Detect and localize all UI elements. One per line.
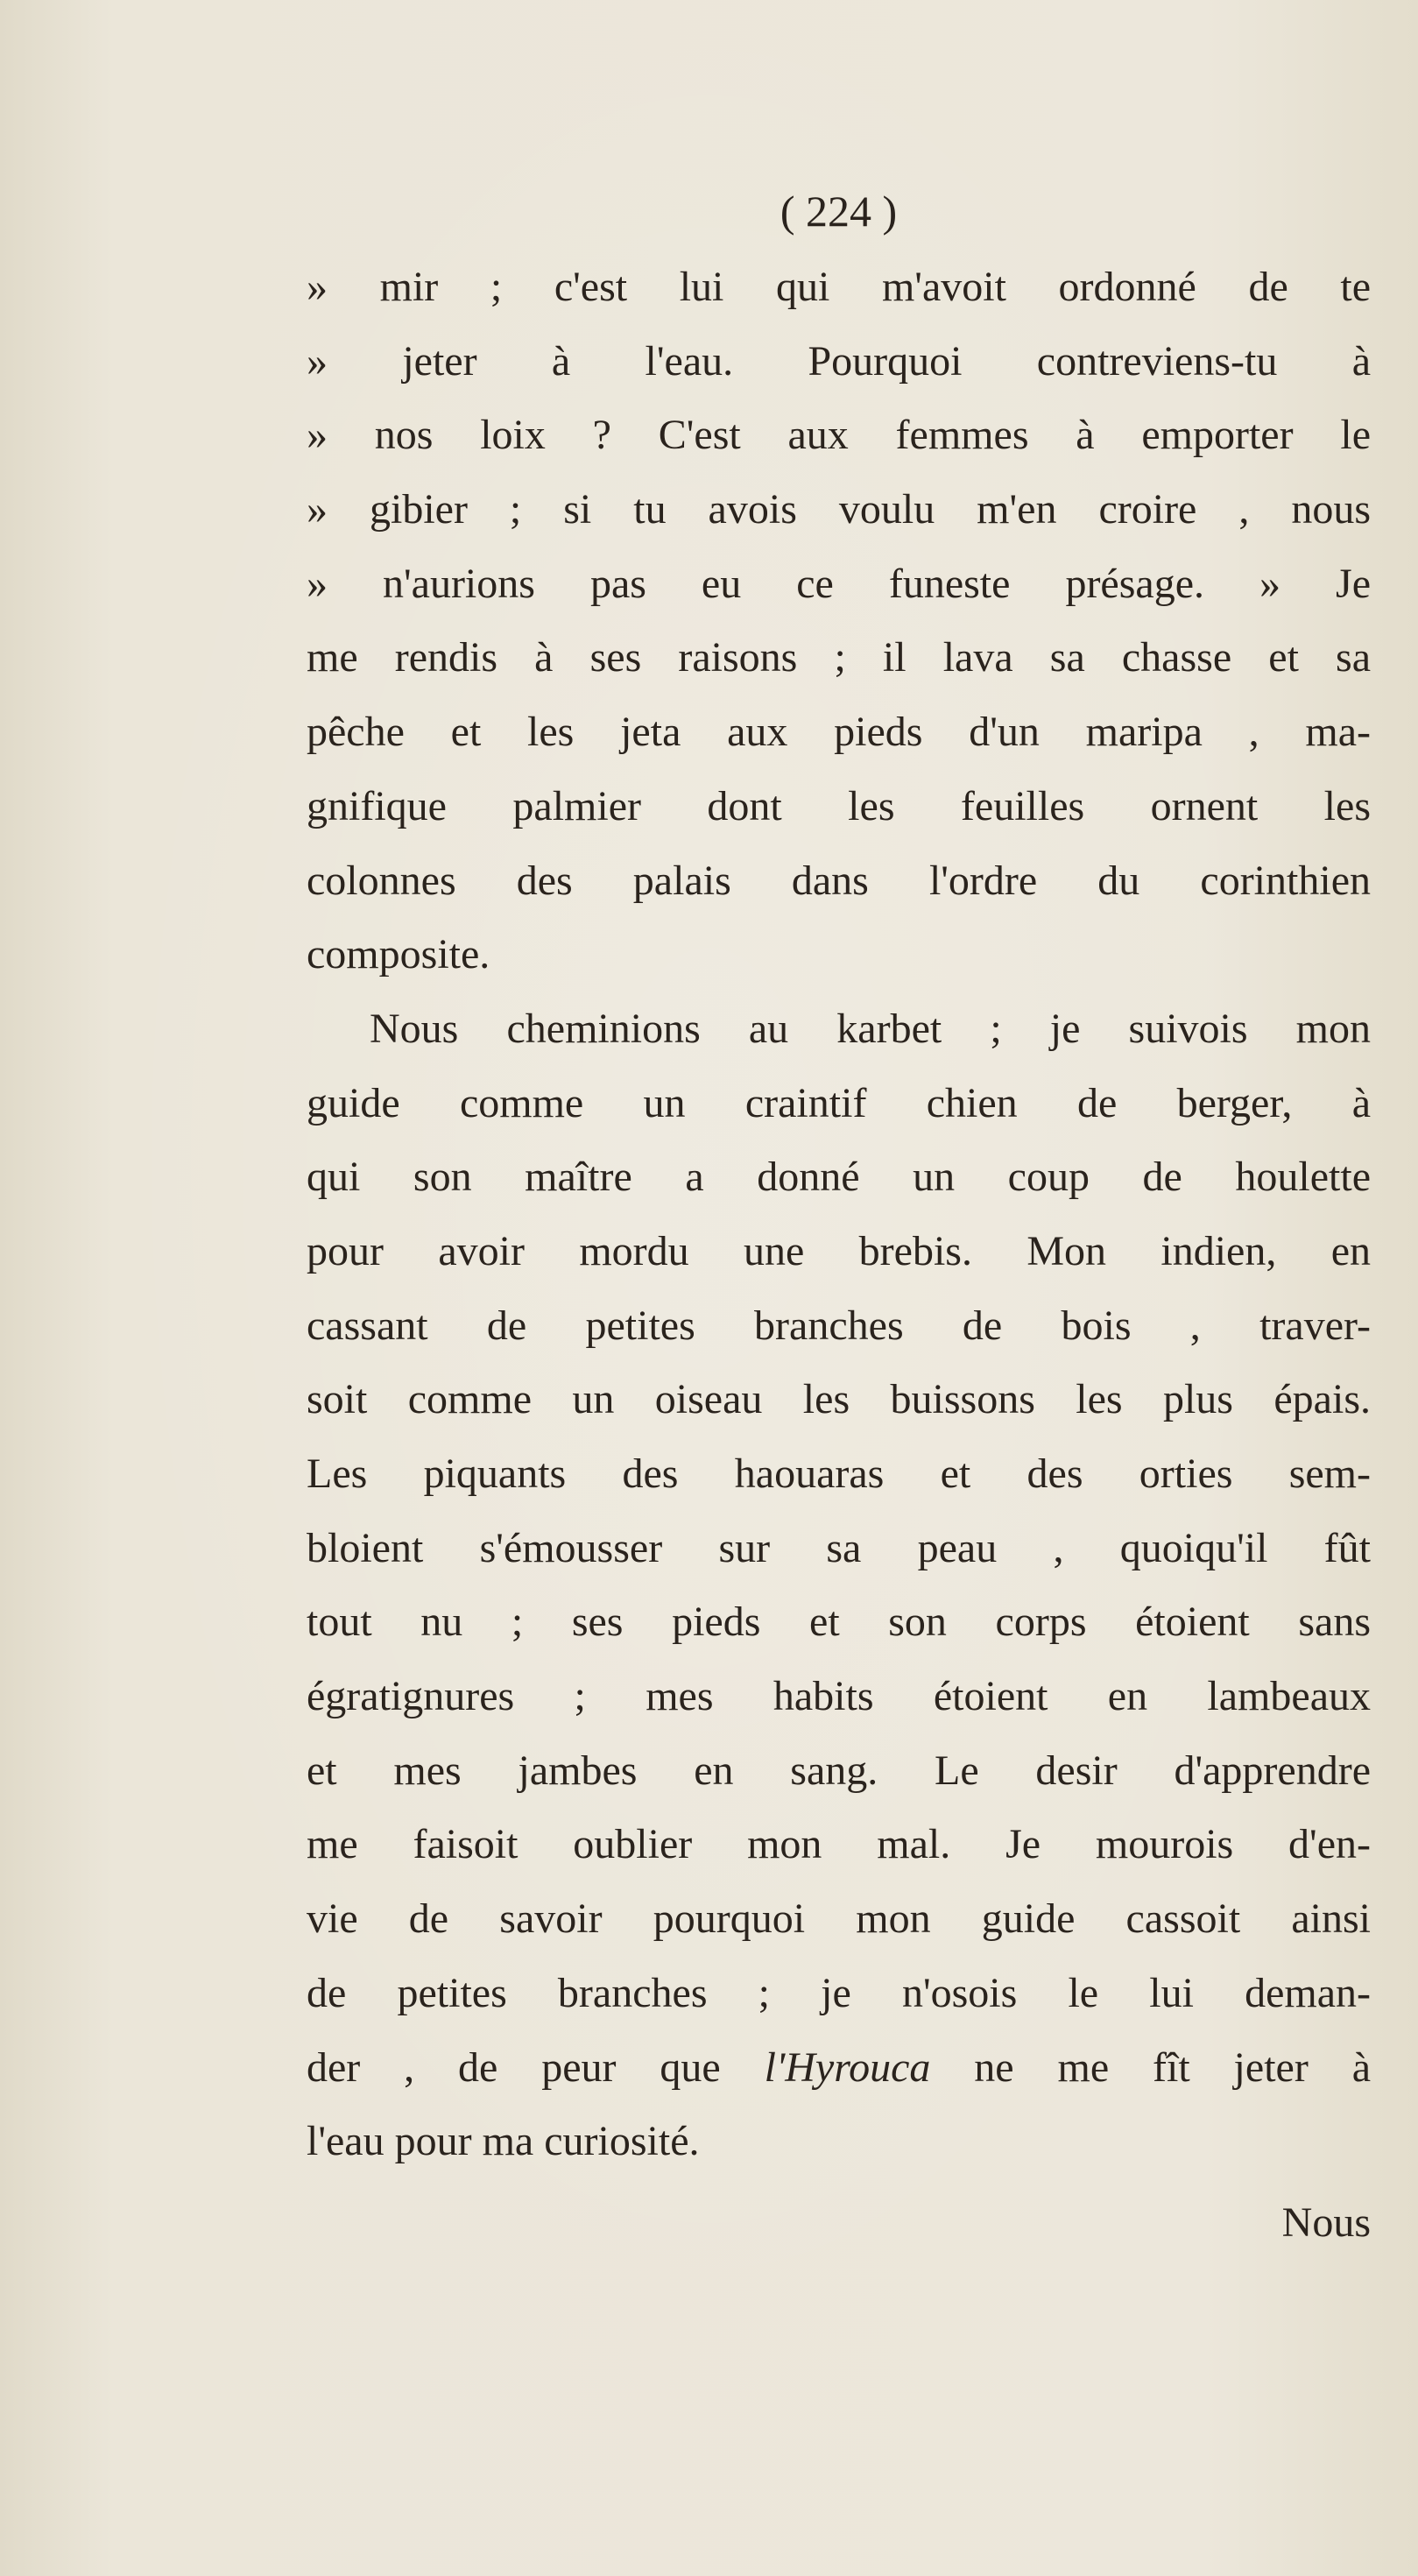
text-line: l'eau pour ma curiosité. — [307, 2118, 700, 2165]
text-line: qui son maître a donné un coup de houlette — [307, 1154, 1371, 1201]
text-line: égratignures ; mes habits étoient en lambeaux — [307, 1673, 1371, 1720]
text-line: » jeter à l'eau. Pourquoi contreviens-tu à — [307, 337, 1371, 385]
text-line: cassant de petites branches de bois , traver- — [307, 1302, 1371, 1349]
text-line: pêche et les jeta aux pieds d'un maripa , ma- — [307, 709, 1371, 756]
text-segment: ne me fît jeter à — [930, 2043, 1371, 2091]
text-line: guide comme un craintif chien de berger, à — [307, 1079, 1371, 1126]
text-line: tout nu ; ses pieds et son corps étoient sans — [307, 1599, 1371, 1646]
text-line: » n'aurions pas eu ce funeste présage. » Je — [307, 560, 1371, 607]
page-number: ( 224 ) — [780, 187, 898, 236]
text-line: » nos loix ? C'est aux femmes à emporter le — [307, 412, 1371, 459]
text-line: colonnes des palais dans l'ordre du corinthien — [307, 857, 1371, 904]
italic-name: l'Hyrouca — [764, 2043, 931, 2091]
text-line: bloient s'émousser sur sa peau , quoiqu'il fût — [307, 1524, 1371, 1571]
catchword: Nous — [1281, 2198, 1371, 2246]
text-line: » mir ; c'est lui qui m'avoit ordonné de te — [307, 264, 1371, 310]
text-line: de petites branches ; je n'osois le lui deman- — [307, 1969, 1371, 2016]
text-segment: der , de peur que — [307, 2043, 765, 2091]
text-line: » gibier ; si tu avois voulu m'en croire , nous — [307, 486, 1371, 533]
text-line: me rendis à ses raisons ; il lava sa chasse et sa — [307, 634, 1371, 681]
text-line: pour avoir mordu une brebis. Mon indien, en — [307, 1227, 1371, 1274]
text-line: composite. — [307, 931, 490, 978]
text-line — [307, 2031, 1371, 2106]
text-line: soit comme un oiseau les buissons les plus épais. — [307, 1376, 1371, 1423]
text-line: gnifique palmier dont les feuilles ornent les — [307, 782, 1371, 829]
text-line: vie de savoir pourquoi mon guide cassoit ainsi — [307, 1895, 1371, 1943]
page-text — [307, 172, 1371, 2261]
text-line: me faisoit oublier mon mal. Je mourois d'en- — [307, 1821, 1371, 1868]
paragraph-start-line: Nous cheminions au karbet ; je suivois mon — [370, 1005, 1371, 1052]
text-line: et mes jambes en sang. Le desir d'apprendre — [307, 1747, 1371, 1794]
text-line: Les piquants des haouaras et des orties sem- — [307, 1450, 1371, 1497]
